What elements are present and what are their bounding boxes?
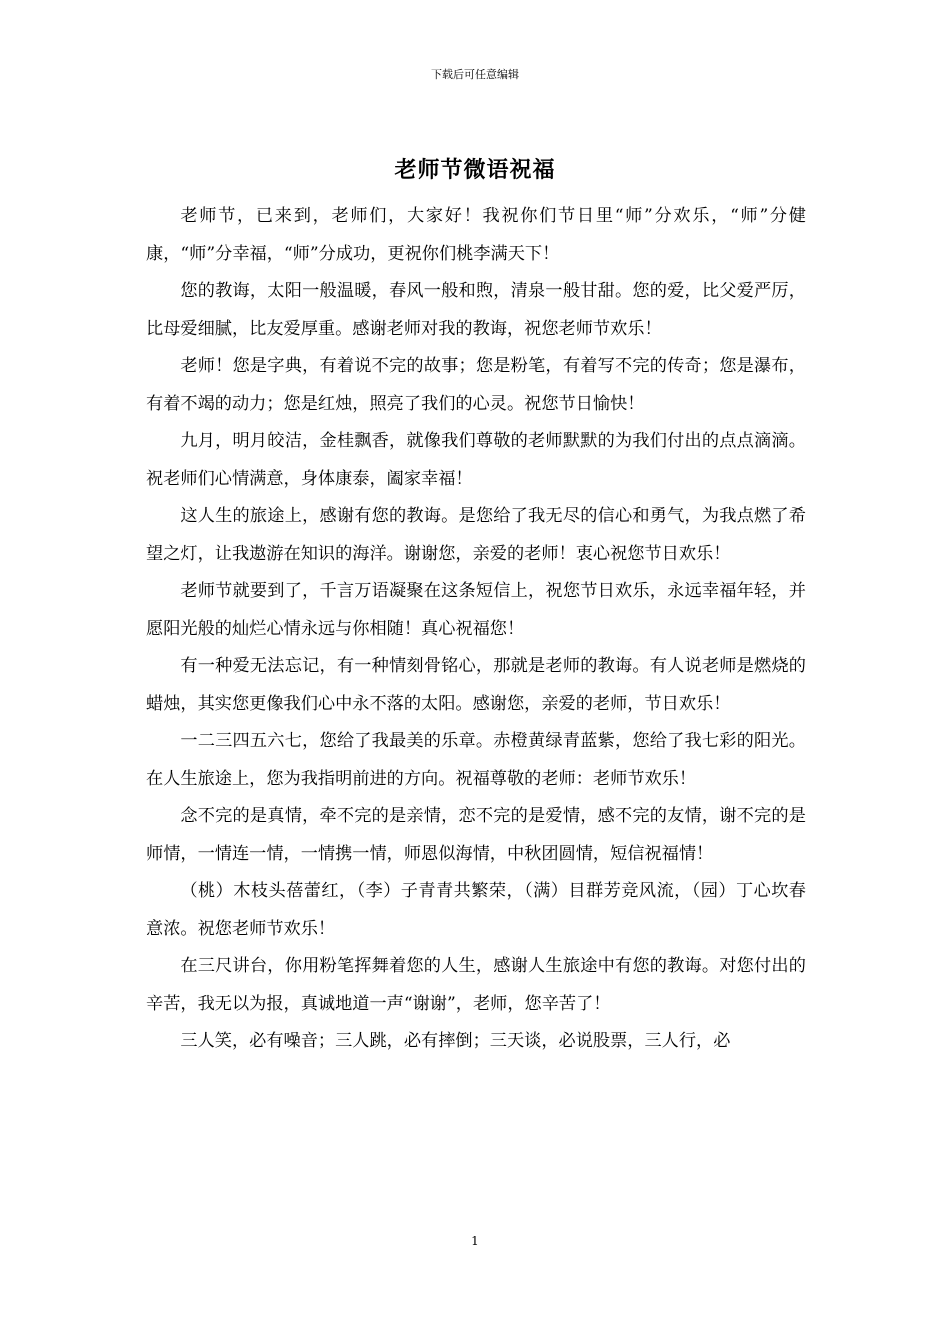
paragraph: 您的教诲，太阳一般温暖，春风一般和煦，清泉一般甘甜。您的爱，比父爱严厉，比母爱细腻，比友爱厚重。感谢老师对我的教诲，祝您老师节欢乐！ [146, 281, 806, 339]
page-header: 下载后可任意编辑 [431, 68, 519, 81]
paragraph: 老师节就要到了，千言万语凝聚在这条短信上，祝您节日欢乐，永远幸福年轻，并愿阳光般的灿烂心情永远与你相随！真心祝福您！ [146, 581, 806, 639]
paragraph: 老师节，已来到，老师们，大家好！我祝你们节日里“师”分欢乐，“师”分健康，“师”分幸福，“师”分成功，更祝你们桃李满天下！ [146, 206, 806, 264]
document-body [146, 198, 806, 1061]
paragraph: 有一种爱无法忘记，有一种情刻骨铭心，那就是老师的教诲。有人说老师是燃烧的蜡烛，其实您更像我们心中永不落的太阳。感谢您，亲爱的老师，节日欢乐！ [146, 656, 806, 714]
document-title: 老师节微语祝福 [394, 157, 556, 183]
paragraph: 这人生的旅途上，感谢有您的教诲。是您给了我无尽的信心和勇气，为我点燃了希望之灯，让我遨游在知识的海洋。谢谢您，亲爱的老师！衷心祝您节日欢乐！ [146, 506, 806, 564]
paragraph: （桃）木枝头蓓蕾红，（李）子青青共繁荣，（满）目群芳竞风流，（园）丁心坎春意浓。祝您老师节欢乐！ [146, 881, 806, 939]
paragraph: 九月，明月皎洁，金桂飘香，就像我们尊敬的老师默默的为我们付出的点点滴滴。祝老师们心情满意，身体康泰，阖家幸福！ [146, 431, 806, 489]
paragraph: 在三尺讲台，你用粉笔挥舞着您的人生，感谢人生旅途中有您的教诲。对您付出的辛苦，我无以为报，真诚地道一声“谢谢”，老师，您辛苦了！ [146, 956, 806, 1014]
page-number: 1 [471, 1234, 479, 1248]
paragraph: 念不完的是真情，牵不完的是亲情，恋不完的是爱情，感不完的友情，谢不完的是师情，一情连一情，一情携一情，师恩似海情，中秋团圆情，短信祝福情！ [146, 806, 806, 864]
paragraph: 三人笑，必有噪音；三人跳，必有摔倒；三天谈，必说股票，三人行，必 [180, 1031, 731, 1051]
paragraph: 一二三四五六七，您给了我最美的乐章。赤橙黄绿青蓝紫，您给了我七彩的阳光。在人生旅途上，您为我指明前进的方向。祝福尊敬的老师：老师节欢乐！ [146, 731, 806, 789]
paragraph: 老师！您是字典，有着说不完的故事；您是粉笔，有着写不完的传奇；您是瀑布，有着不竭的动力；您是红烛，照亮了我们的心灵。祝您节日愉快！ [146, 356, 806, 414]
